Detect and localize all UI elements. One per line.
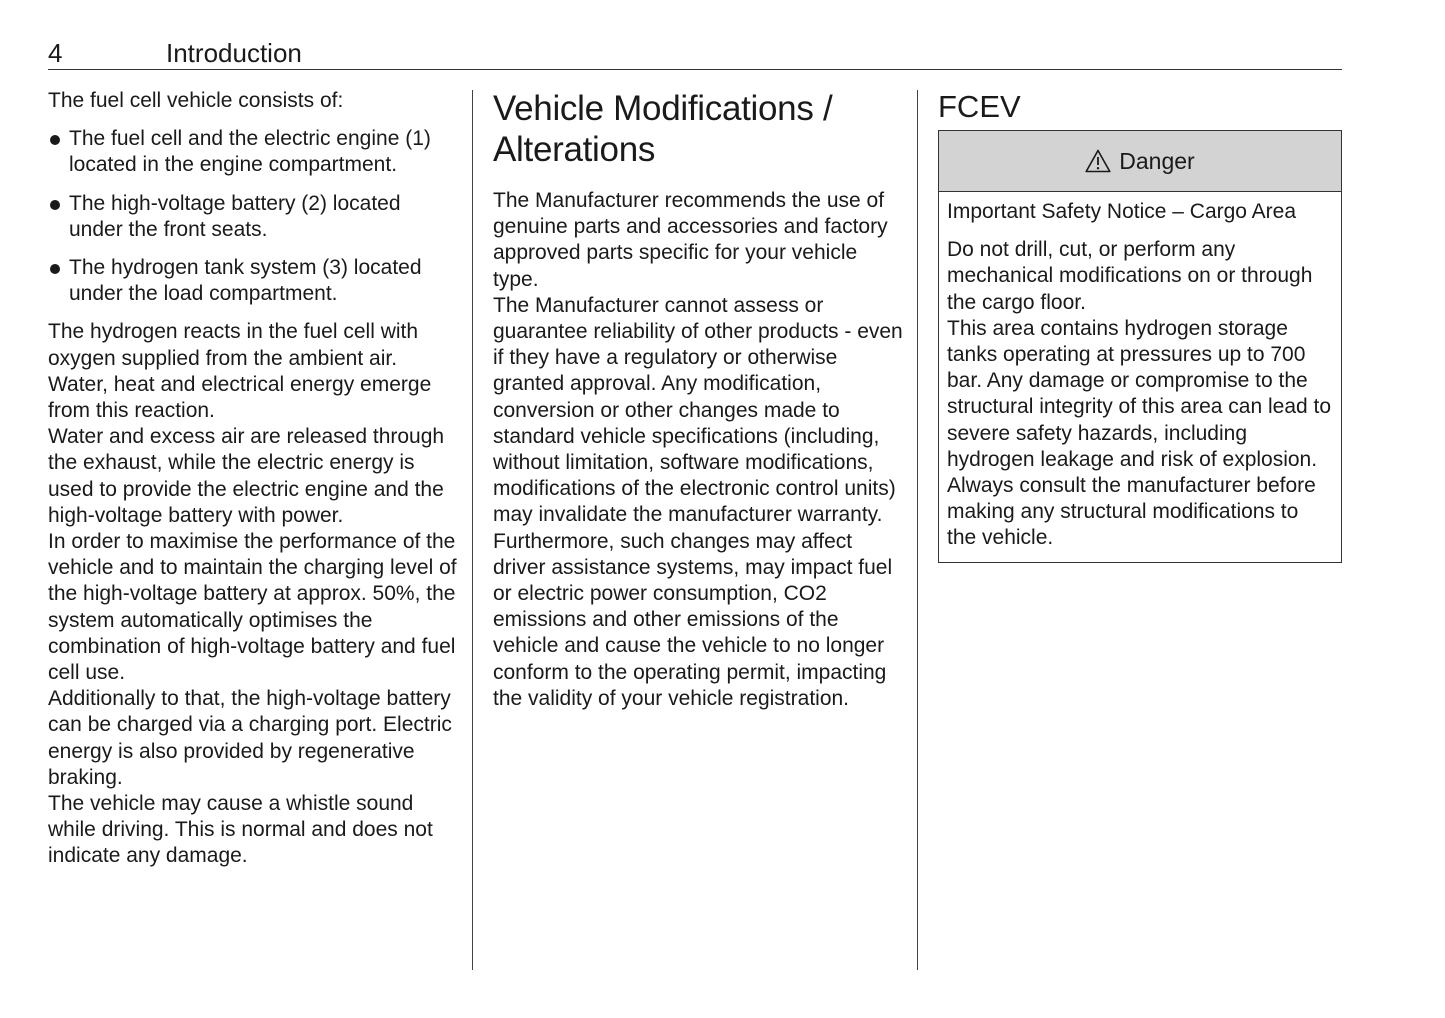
heading-line: Alterations <box>493 130 656 169</box>
list-item-text: The high-voltage battery (2) located under the front seats. <box>69 191 401 241</box>
paragraph: The vehicle may cause a whistle sound while driving. This is normal and does not indicate any damage. <box>48 792 433 868</box>
list-item <box>48 191 460 243</box>
column-fuel-cell <box>48 88 460 870</box>
section-heading: FCEV <box>938 89 1021 124</box>
modifications-text <box>493 188 905 712</box>
paragraph: Water and excess air are released through the exhaust, while the electric energy is used to provide the electric engine and the high-voltage battery with power. <box>48 425 445 527</box>
section-heading <box>493 88 905 170</box>
column-modifications <box>493 88 905 712</box>
warning-triangle-icon <box>1085 149 1111 173</box>
paragraph: The Manufacturer recommends the use of genuine parts and accessories and factory approved parts specific for your vehicle type. <box>493 189 888 291</box>
danger-header <box>939 131 1341 192</box>
intro-text: The fuel cell vehicle consists of: <box>48 89 344 112</box>
bullet-icon <box>50 135 60 145</box>
page-header <box>48 38 1342 70</box>
column-fcev <box>938 88 1342 563</box>
list-item-text: The fuel cell and the electric engine (1) located in the engine compartment. <box>69 127 431 177</box>
list-item-text: The hydrogen tank system (3) located under the load compartment. <box>69 256 422 306</box>
paragraph: Do not drill, cut, or perform any mechanical modifications on or through the cargo floor. <box>947 238 1313 314</box>
column-divider <box>917 90 918 970</box>
fuel-cell-description <box>48 319 460 869</box>
danger-notice <box>938 130 1342 563</box>
paragraph: In order to maximise the performance of the vehicle and to maintain the charging level of the high-voltage battery at approx. 50%, the system automatically optimises the combination of high-voltage battery and fuel cell use. <box>48 530 457 685</box>
bullet-icon <box>50 264 60 274</box>
danger-label: Danger <box>1119 147 1195 174</box>
page-number: 4 <box>48 38 63 68</box>
bullet-icon <box>50 200 60 210</box>
paragraph: Additionally to that, the high-voltage battery can be charged via a charging port. Electric energy is also provided by regenerative braking. <box>48 687 452 789</box>
paragraph: The Manufacturer cannot assess or guarantee reliability of other products - even if they have a regulatory or otherwise granted approval. Any modification, conversion or other changes made to standard vehicle specifications (including, without limitation, software modifications, modifications of the electronic control units) may invalidate the manufacturer warranty. Furthermore, such changes may affect driver assistance systems, may impact fuel or electric power consumption, CO2 emissions and other emissions of the vehicle and cause the vehicle to no longer conform to the operating permit, impacting the validity of your vehicle registration. <box>493 293 903 710</box>
danger-subtitle: Important Safety Notice – Cargo Area <box>947 200 1297 223</box>
paragraph: The hydrogen reacts in the fuel cell with oxygen supplied from the ambient air. Water, heat and electrical energy emerge from this reaction. <box>48 320 432 423</box>
list-item <box>48 126 460 178</box>
section-title: Introduction <box>166 38 302 68</box>
paragraph: This area contains hydrogen storage tanks operating at pressures up to 700 bar. Any damage or compromise to the structural integrity of this area can lead to severe safety hazards, including hydrogen leakage and risk of explosion. Always consult the manufacturer before making any structural modifications to the vehicle. <box>947 316 1332 550</box>
list-item <box>48 255 460 307</box>
danger-body <box>939 192 1341 562</box>
component-list <box>48 126 460 307</box>
heading-line: Vehicle Modifications / <box>493 89 833 128</box>
column-divider <box>472 90 473 970</box>
